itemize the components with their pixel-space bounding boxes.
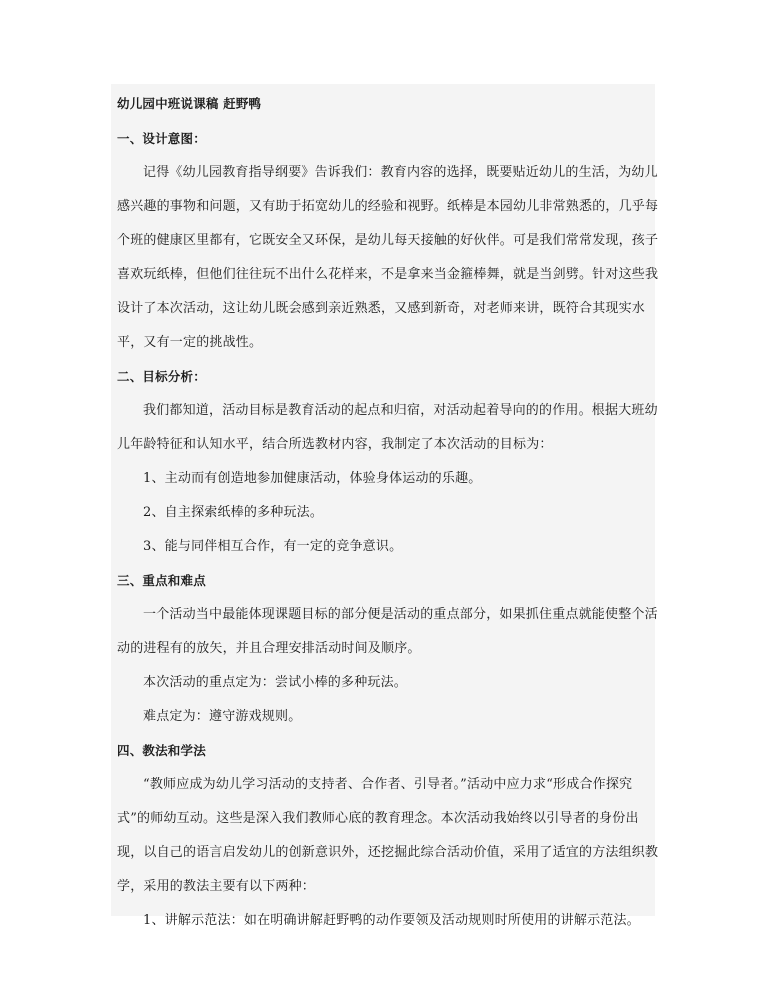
paragraph-line: 喜欢玩纸棒，但他们往往玩不出什么花样来，不是拿来当金箍棒舞，就是当剑劈。针对这些我 [117,267,659,282]
paragraph-line: 设计了本次活动，这让幼儿既会感到亲近熟悉，又感到新奇，对老师来讲，既符合其现实水 [117,301,646,316]
paragraph-line: “教师应成为幼儿学习活动的支持者、合作者、引导者。”活动中应力求“形成合作探究 [143,777,633,792]
paragraph-line: 平，又有一定的挑战性。 [117,335,263,350]
paragraph-line: 记得《幼儿园教育指导纲要》告诉我们：教育内容的选择，既要贴近幼儿的生活，为幼儿 [143,165,658,180]
paragraph-line: 动的进程有的放矢，并且合理安排活动时间及顺序。 [117,641,421,656]
document-title: 幼儿园中班说课稿 赶野鸭 [117,96,262,111]
goal-item: 2、自主探索纸棒的多种玩法。 [143,505,324,520]
paragraph-line: 个班的健康区里都有，它既安全又环保，是幼儿每天接触的好伙伴。可是我们常常发现，孩子 [117,233,659,248]
paragraph-line: 1、讲解示范法：如在明确讲解赶野鸭的动作要领及活动规则时所使用的讲解示范法。 [143,913,640,928]
paragraph-line: 本次活动的重点定为：尝试小棒的多种玩法。 [143,675,408,690]
paragraph-line: 学，采用的教法主要有以下两种： [117,879,316,894]
goal-item: 1、主动而有创造地参加健康活动，体验身体运动的乐趣。 [143,471,482,486]
section-heading-goal-analysis: 二、目标分析： [117,369,206,384]
paragraph-line: 儿年龄特征和认知水平，结合所选教材内容，我制定了本次活动的目标为： [117,437,553,452]
section-heading-design-intent: 一、设计意图： [117,131,206,146]
paragraph-line: 难点定为：遵守游戏规则。 [143,709,302,724]
paragraph-line: 一个活动当中最能体现课题目标的部分便是活动的重点部分，如果抓住重点就能使整个活 [143,607,658,622]
section-heading-teaching-methods: 四、教法和学法 [117,743,206,758]
paragraph-line: 感兴趣的事物和问题，又有助于拓宽幼儿的经验和视野。纸棒是本园幼儿非常熟悉的，几乎每 [117,199,659,214]
section-heading-key-points: 三、重点和难点 [117,573,206,588]
paragraph-line: 现，以自己的语言启发幼儿的创新意识外，还挖掘此综合活动价值，采用了适宜的方法组织教 [117,845,659,860]
paragraph-line: 式”的师幼互动。这些是深入我们教师心底的教育理念。本次活动我始终以引导者的身份出 [117,811,639,826]
goal-item: 3、能与同伴相互合作，有一定的竞争意识。 [143,539,403,554]
paragraph-line: 我们都知道，活动目标是教育活动的起点和归宿，对活动起着导向的的作用。根据大班幼 [143,403,658,418]
document-page [111,84,659,928]
